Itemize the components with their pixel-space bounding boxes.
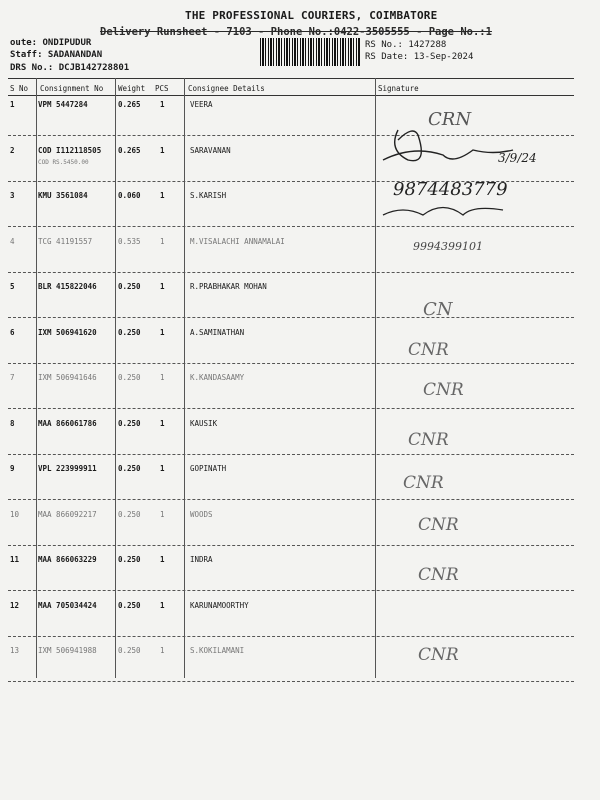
row-consignee: A.SAMINATHAN — [190, 327, 245, 337]
row-sno: 11 — [10, 555, 20, 564]
row-pcs: 1 — [160, 646, 165, 655]
runsheet-subtitle-text: Delivery Runsheet - 7103 - Phone No.:0422-3505555 - Page No.:1 — [100, 26, 492, 38]
row-sno: 10 — [10, 509, 20, 519]
row-pcs: 1 — [160, 282, 165, 291]
row-consignee: GOPINATH — [190, 464, 227, 473]
rs-date: RS Date: 13-Sep-2024 — [365, 52, 474, 62]
row-sno: 4 — [10, 236, 15, 246]
signature-cnr: CNR — [408, 430, 449, 450]
signature-column — [378, 90, 583, 690]
row-consignee: S.KOKILAMANI — [190, 646, 245, 655]
col-sno: S No — [10, 84, 29, 93]
row-weight: 0.250 — [118, 418, 141, 428]
row-cons: IXM 506941620 — [38, 327, 97, 337]
row-weight: 0.250 — [118, 600, 141, 610]
row-weight: 0.250 — [118, 327, 141, 337]
col-consignment: Consignment No — [40, 84, 104, 93]
row-pcs: 1 — [160, 509, 165, 519]
drs-number: DRS No.: DCJB142728801 — [10, 63, 130, 73]
row-cons: VPL 223999911 — [38, 464, 97, 473]
row-consignee: SARAVANAN — [190, 145, 231, 155]
signature-date: 3/9/24 — [498, 151, 537, 165]
row-consignee: KARUNAMOORTHY — [190, 600, 249, 610]
row-sno: 5 — [10, 282, 15, 291]
route-label: oute: ONDIPUDUR — [10, 38, 92, 48]
row-cons: VPM 5447284 — [38, 100, 88, 109]
row-consignee: INDRA — [190, 555, 213, 564]
row-pcs: 1 — [160, 327, 165, 337]
row-consignee: K.KANDASAAMY — [190, 373, 245, 382]
col-divider — [375, 78, 376, 678]
signature-cnr: CNR — [403, 473, 444, 493]
row-cons: KMU 3561084 — [38, 191, 88, 200]
row-sno: 8 — [10, 418, 15, 428]
row-pcs: 1 — [160, 600, 165, 610]
row-weight: 0.250 — [118, 509, 141, 519]
company-title: THE PROFESSIONAL COURIERS, COIMBATORE — [185, 9, 438, 22]
row-pcs: 1 — [160, 373, 165, 382]
signature-cnr: CNR — [418, 515, 459, 535]
col-signature: Signature — [378, 84, 419, 93]
row-weight: 0.250 — [118, 555, 141, 564]
row-sno: 2 — [10, 145, 15, 155]
signature-scribble — [383, 130, 513, 161]
signature-scribble — [383, 208, 503, 216]
row-pcs: 1 — [160, 464, 165, 473]
row-pcs: 1 — [160, 418, 165, 428]
row-weight: 0.250 — [118, 646, 141, 655]
row-consignee: M.VISALACHI ANNAMALAI — [190, 236, 285, 246]
row-cons: MAA 866092217 — [38, 509, 97, 519]
col-weight: Weight — [118, 84, 146, 93]
staff-label: Staff: SADANANDAN — [10, 50, 103, 60]
signature-phone-2: 9994399101 — [413, 240, 483, 253]
row-weight: 0.250 — [118, 282, 141, 291]
row-note: COD RS.5450.00 — [38, 158, 89, 166]
row-pcs: 1 — [160, 236, 165, 246]
row-pcs: 1 — [160, 555, 165, 564]
row-cons: TCG 41191557 — [38, 236, 93, 246]
row-consignee: R.PRABHAKAR MOHAN — [190, 282, 267, 291]
row-consignee: S.KARISH — [190, 191, 227, 200]
row-pcs: 1 — [160, 145, 165, 155]
row-weight: 0.250 — [118, 464, 141, 473]
row-sno: 6 — [10, 327, 15, 337]
header-rule-top — [8, 78, 574, 79]
signature-cnr: CNR — [418, 645, 459, 665]
row-consignee: WOODS — [190, 509, 213, 519]
signature-crn: CRN — [428, 109, 472, 130]
row-sno: 3 — [10, 191, 15, 200]
signature-cnr: CNR — [408, 340, 449, 360]
row-cons: BLR 415822046 — [38, 282, 97, 291]
barcode-image — [260, 38, 360, 66]
row-pcs: 1 — [160, 191, 165, 200]
row-weight: 0.060 — [118, 191, 141, 200]
row-weight: 0.265 — [118, 145, 141, 155]
col-divider — [36, 78, 37, 678]
col-pcs: PCS — [155, 84, 169, 93]
signature-cn: CN — [423, 299, 453, 320]
rs-number: RS No.: 1427288 — [365, 40, 447, 50]
row-weight: 0.535 — [118, 236, 141, 246]
row-cons: MAA 866063229 — [38, 555, 97, 564]
col-consignee: Consignee Details — [188, 84, 265, 93]
col-divider — [115, 78, 116, 678]
row-pcs: 1 — [160, 100, 165, 109]
row-cons: MAA 705034424 — [38, 600, 97, 610]
row-sno: 13 — [10, 646, 20, 655]
row-cons: MAA 866061786 — [38, 418, 97, 428]
row-sno: 1 — [10, 100, 15, 109]
row-consignee: KAUSIK — [190, 418, 218, 428]
row-sno: 12 — [10, 600, 20, 610]
row-sno: 7 — [10, 373, 15, 382]
runsheet-subtitle — [100, 26, 492, 38]
row-sno: 9 — [10, 464, 15, 473]
row-weight: 0.265 — [118, 100, 141, 109]
signature-cnr: CNR — [418, 565, 459, 585]
col-divider — [184, 78, 185, 678]
row-consignee: VEERA — [190, 100, 213, 109]
row-weight: 0.250 — [118, 373, 141, 382]
row-cons: IXM 506941646 — [38, 373, 97, 382]
row-cons: COD I112118505 — [38, 145, 102, 155]
signature-phone: 9874483779 — [393, 179, 508, 200]
signature-cnr: CNR — [423, 380, 464, 400]
row-cons: IXM 506941988 — [38, 646, 97, 655]
